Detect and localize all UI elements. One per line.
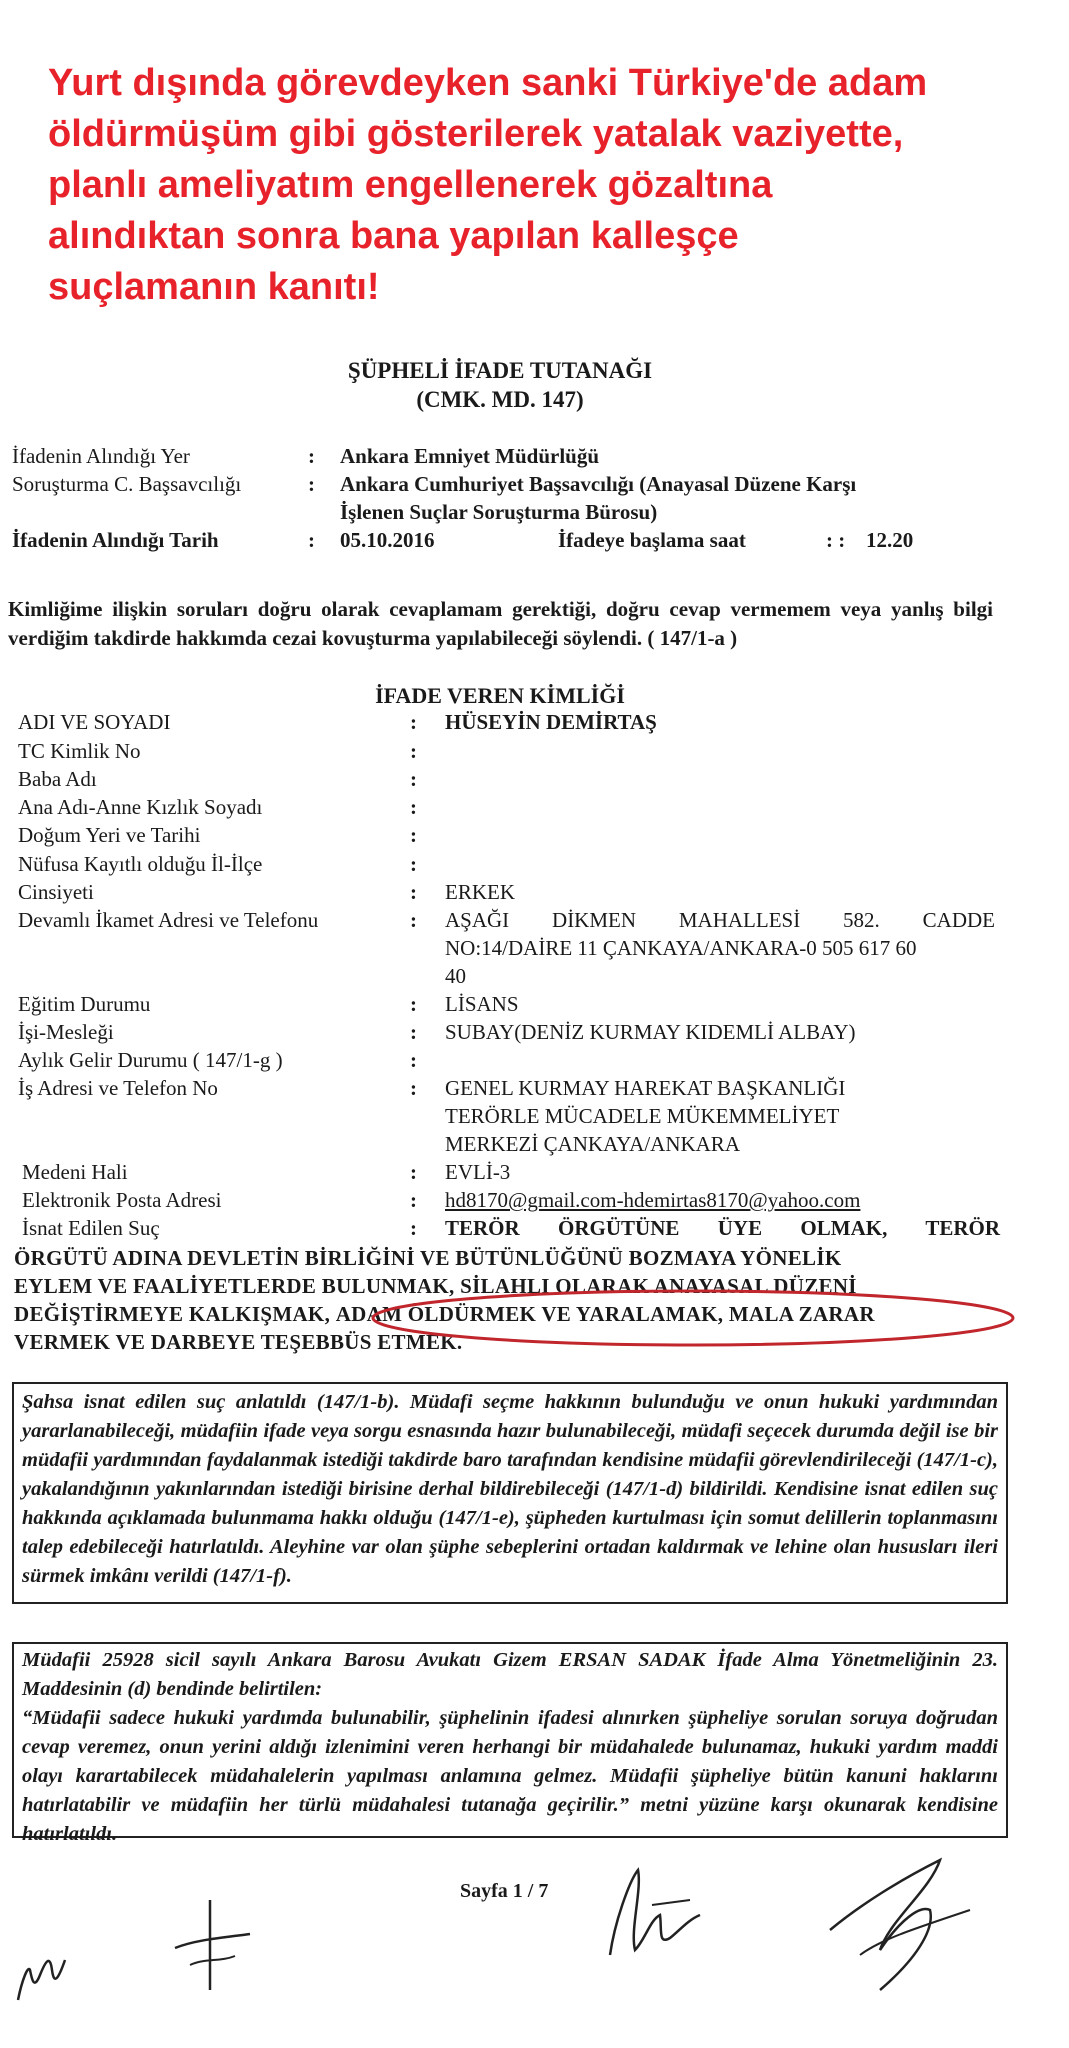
colon: : xyxy=(410,739,417,763)
label-birth: Doğum Yeri ve Tarihi xyxy=(18,823,201,847)
value-name: HÜSEYİN DEMİRTAŞ xyxy=(445,710,657,734)
headline-line: öldürmüşüm gibi gösterilerek yatalak vaziyette, xyxy=(48,113,904,155)
highlight-ellipse xyxy=(368,1285,1018,1351)
headline-line: alındıktan sonra bana yapılan kalleşçe xyxy=(48,215,739,257)
colon: : xyxy=(410,992,417,1016)
signature-3-icon xyxy=(590,1860,710,1970)
colon: : xyxy=(410,1216,417,1240)
signature-1-icon xyxy=(10,1925,100,2015)
headline-line: planlı ameliyatım engellenerek gözaltına xyxy=(48,164,773,206)
colon: : xyxy=(410,1188,417,1212)
identity-warning: Kimliğime ilişkin soruları doğru olarak cevaplamam gerektiği, doğru cevap vermemem veya yanlış bilgi verdiğim takdirde hakkımda cezai kovuşturma yapılabileceği söylendi. ( 147/1-a ) xyxy=(8,597,993,650)
value-work-1: GENEL KURMAY HAREKAT BAŞKANLIĞI xyxy=(445,1076,846,1100)
label-name: ADI VE SOYADI xyxy=(18,710,171,734)
label-father: Baba Adı xyxy=(18,767,97,791)
label-education: Eğitim Durumu xyxy=(18,992,151,1016)
colon: : xyxy=(308,528,315,552)
page-number: Sayfa 1 / 7 xyxy=(460,1880,549,1902)
document-title: ŞÜPHELİ İFADE TUTANAĞI xyxy=(347,358,653,383)
info-value-prosecutor: Ankara Cumhuriyet Başsavcılığı (Anayasal Düzene Karşı xyxy=(340,472,857,496)
value-charge-1: TERÖR ÖRGÜTÜNE ÜYE OLMAK, TERÖR xyxy=(445,1216,1000,1240)
value-education: LİSANS xyxy=(445,992,519,1016)
lawyer-box xyxy=(12,1642,1008,1845)
colon: : xyxy=(410,1020,417,1044)
headline-line: Yurt dışında görevdeyken sanki Türkiye'de adam xyxy=(48,62,928,104)
charge-line: DEĞİŞTİRMEYE KALKIŞMAK, xyxy=(14,1302,331,1326)
info-value-date: 05.10.2016 xyxy=(340,528,435,552)
rights-text: Şahsa isnat edilen suç anlatıldı (147/1-b). Müdafi seçme hakkının bulunduğu ve onun hukuki yardımından yararlanabileceği, müdafiin ifade veya sorgu esnasında hazır bulunabileceği, müdafi seçecek durumda değil ise bir müdafii yardımından faydalanmak istediği takdirde baro tarafından kendisine müdafii görevlendirileceği (147/1-c), yakalandığının yakınlarından istediği birisine derhal bildirebileceği (147/1-d) bildirildi. Kendisine isnat edilen suç hakkında açıklamada bulunmama hakkı olduğu (147/1-e), şüpheden kurtulması için somut delillerin toplanmasını talep edebileceği hatırlatıldı. Aleyhine var olan şüphe sebeplerini ortadan kaldırmak ve lehine olan hususları ileri sürmek imkânı verildi (147/1-f). xyxy=(22,1391,998,1587)
label-email: Elektronik Posta Adresi xyxy=(22,1188,222,1212)
headline xyxy=(48,58,1038,313)
colon: : : xyxy=(826,528,846,552)
lawyer-text-1: Müdafii 25928 sicil sayılı Ankara Barosu Avukatı Gizem ERSAN SADAK İfade Alma Yönetmeliğinin 23. Maddesinin (d) bendinde belirtilen: xyxy=(22,1649,998,1700)
rights-box xyxy=(12,1382,1008,1604)
value-marital: EVLİ-3 xyxy=(445,1160,511,1184)
colon: : xyxy=(410,1076,417,1100)
label-work: İş Adresi ve Telefon No xyxy=(18,1076,218,1100)
colon: : xyxy=(410,767,417,791)
label-charge: İsnat Edilen Suç xyxy=(22,1216,160,1240)
colon: : xyxy=(410,823,417,847)
colon: : xyxy=(410,852,417,876)
signature-4-icon xyxy=(820,1850,990,2000)
identity-title: İFADE VEREN KİMLİĞİ xyxy=(375,683,625,708)
charge-line: ÖRGÜTÜ ADINA DEVLETİN BİRLİĞİNİ VE BÜTÜNLÜĞÜNÜ BOZMAYA YÖNELİK xyxy=(14,1246,842,1270)
value-address-2: NO:14/DAİRE 11 ÇANKAYA/ANKARA-0 505 617 60 xyxy=(445,936,917,960)
signature-2-icon xyxy=(150,1890,270,2010)
info-label-place: İfadenin Alındığı Yer xyxy=(12,444,190,468)
colon: : xyxy=(410,880,417,904)
headline-line: suçlamanın kanıtı! xyxy=(48,266,380,308)
info-value-place: Ankara Emniyet Müdürlüğü xyxy=(340,444,600,468)
document-subtitle: (CMK. MD. 147) xyxy=(416,387,584,412)
label-mother: Ana Adı-Anne Kızlık Soyadı xyxy=(18,795,263,819)
colon: : xyxy=(410,1160,417,1184)
value-address-1: AŞAĞI DİKMEN MAHALLESİ 582. CADDE xyxy=(445,908,995,932)
label-job: İşi-Mesleği xyxy=(18,1020,114,1044)
value-work-2: TERÖRLE MÜCADELE MÜKEMMELİYET xyxy=(445,1104,840,1128)
label-gender: Cinsiyeti xyxy=(18,880,94,904)
charge-line: EYLEM VE FAALİYETLERDE BULUNMAK, SİLAHLI OLARAK ANAYASAL DÜZENİ xyxy=(14,1274,857,1298)
info-label-prosecutor: Soruşturma C. Başsavcılığı xyxy=(12,472,242,496)
info-value-start-time: 12.20 xyxy=(866,528,914,552)
label-tc: TC Kimlik No xyxy=(18,739,141,763)
label-marital: Medeni Hali xyxy=(22,1160,128,1184)
charge-highlighted: ADAM ÖLDÜRMEK VE YARALAMAK, MALA ZARAR xyxy=(335,1302,875,1326)
colon: : xyxy=(410,1048,417,1072)
colon: : xyxy=(410,710,417,734)
label-income: Aylık Gelir Durumu ( 147/1-g ) xyxy=(18,1048,283,1072)
value-work-3: MERKEZİ ÇANKAYA/ANKARA xyxy=(445,1132,740,1156)
label-address: Devamlı İkamet Adresi ve Telefonu xyxy=(18,908,319,932)
colon: : xyxy=(410,908,417,932)
info-label-date: İfadenin Alındığı Tarih xyxy=(12,528,219,552)
value-gender: ERKEK xyxy=(445,880,515,904)
colon: : xyxy=(308,472,315,496)
value-job: SUBAY(DENİZ KURMAY KIDEMLİ ALBAY) xyxy=(445,1020,856,1044)
info-label-start-time: İfadeye başlama saat xyxy=(558,528,746,552)
value-address-3: 40 xyxy=(445,964,466,988)
charge-line: VERMEK VE DARBEYE TEŞEBBÜS ETMEK. xyxy=(14,1330,463,1354)
colon: : xyxy=(308,444,315,468)
label-registry: Nüfusa Kayıtlı olduğu İl-İlçe xyxy=(18,852,263,876)
lawyer-text-2: “Müdafii sadece hukuki yardımda bulunabilir, şüphelinin ifadesi alınırken şüpheliye sorulan soruya doğrudan cevap veremez, onun yerini aldığı izlenimini veren herhangi bir müdahalede bulunamaz, hukuki yardım maddi olayı karartabilecek müdahalelerin yapılması anlamına gelmez. Müdafii şüpheliye bütün kanuni haklarını hatırlatabilir ve müdafiin her türlü müdahalesi tutanağa geçirilir.” metni yüzüne karşı okunarak kendisine hatırlatıldı. xyxy=(22,1707,998,1845)
colon: : xyxy=(410,795,417,819)
value-email: hd8170@gmail.com-hdemirtas8170@yahoo.com xyxy=(445,1188,861,1212)
info-value-prosecutor-line2: İşlenen Suçlar Soruşturma Bürosu) xyxy=(340,500,658,524)
